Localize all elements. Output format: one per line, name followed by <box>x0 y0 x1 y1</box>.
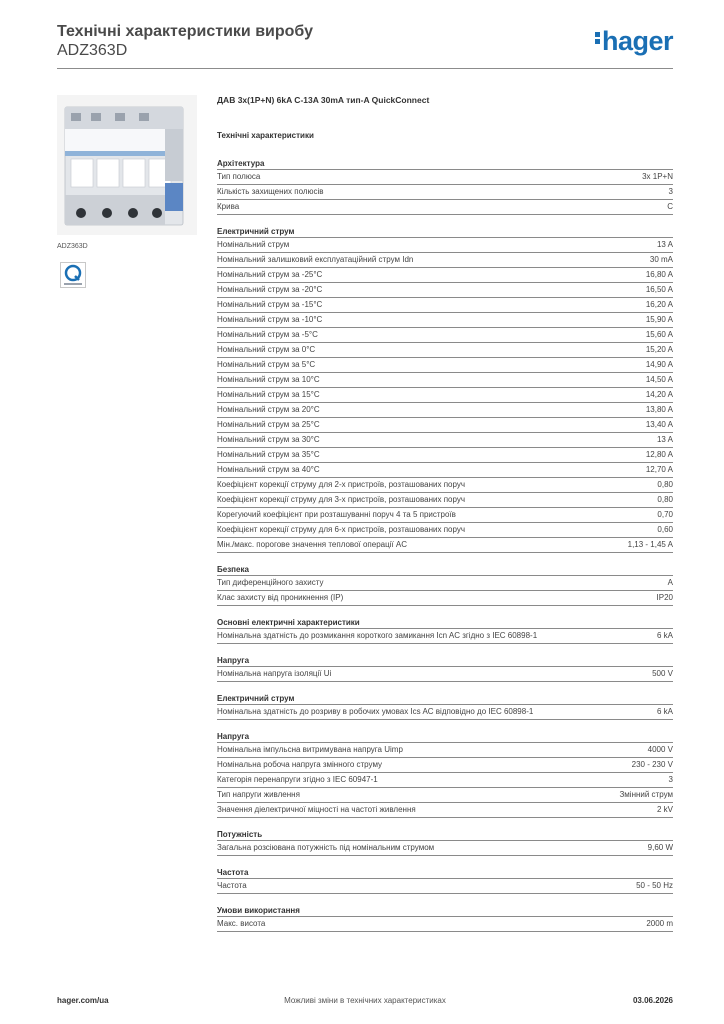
spec-value: 500 V <box>652 669 673 678</box>
spec-label: Номінальний струм за 0°C <box>217 345 316 354</box>
spec-label: Номінальний струм за 30°C <box>217 435 320 444</box>
product-code: ADZ363D <box>57 42 128 59</box>
spec-value: 16,80 A <box>645 270 673 279</box>
spec-label: Номінальна імпульсна витримувана напруга Uimp <box>217 745 403 754</box>
spec-value: 0,80 <box>657 480 673 489</box>
spec-label: Коефіцієнт корекції струму для 3-х пристроїв, розташованих поруч <box>217 495 466 504</box>
spec-label: Клас захисту від проникнення (IP) <box>217 593 344 602</box>
spec-label: Категорія перенапруги згідно з IEC 60947-1 <box>217 775 378 784</box>
header-divider <box>57 68 673 69</box>
spec-row <box>217 313 673 328</box>
spec-row <box>217 743 673 758</box>
spec-label: Номінальна здатність до розриву в робочих умовах Ics AC відповідно до IEC 60898-1 <box>217 707 534 716</box>
product-name: ДАВ 3х(1P+N) 6kA C-13A 30mA тип-A QuickConnect <box>217 95 430 105</box>
quickconnect-badge-icon <box>60 262 86 288</box>
spec-row <box>217 403 673 418</box>
spec-value: 50 - 50 Hz <box>636 881 673 890</box>
spec-value: IP20 <box>656 593 673 602</box>
spec-row <box>217 448 673 463</box>
spec-heading: Технічні характеристики <box>217 131 314 140</box>
spec-row <box>217 493 673 508</box>
spec-row <box>217 463 673 478</box>
spec-row <box>217 418 673 433</box>
document-title: Технічні характеристики виробу <box>57 23 313 40</box>
spec-value: 13,80 A <box>645 405 673 414</box>
spec-value: 230 - 230 V <box>631 760 673 769</box>
spec-label: Номінальний струм за 40°C <box>217 465 320 474</box>
spec-value: 16,20 A <box>645 300 673 309</box>
spec-label: Номінальна здатність до розмикання короткого замикання Icn AC згідно з IEC 60898-1 <box>217 631 538 640</box>
spec-row <box>217 328 673 343</box>
spec-row <box>217 591 673 606</box>
spec-label: Макс. висота <box>217 919 266 928</box>
spec-row <box>217 298 673 313</box>
spec-row <box>217 358 673 373</box>
spec-value: 0,70 <box>657 510 673 519</box>
section-title: Частота <box>217 867 673 879</box>
spec-label: Крива <box>217 202 240 211</box>
section-title: Основні електричні характеристики <box>217 617 673 629</box>
spec-row <box>217 478 673 493</box>
section-title: Архітектура <box>217 158 673 170</box>
spec-value: 0,80 <box>657 495 673 504</box>
spec-row <box>217 508 673 523</box>
section-title: Безпека <box>217 564 673 576</box>
spec-row <box>217 238 673 253</box>
spec-row <box>217 170 673 185</box>
spec-value: 30 mA <box>649 255 673 264</box>
spec-row <box>217 185 673 200</box>
spec-value: 2 kV <box>656 805 673 814</box>
spec-value: 12,70 A <box>645 465 673 474</box>
spec-value: 6 kA <box>656 631 673 640</box>
spec-label: Кількість захищених полюсів <box>217 187 324 196</box>
spec-section <box>217 564 673 606</box>
spec-value: 1,13 - 1,45 A <box>627 540 673 549</box>
spec-label: Тип диференційного захисту <box>217 578 324 587</box>
spec-row <box>217 788 673 803</box>
spec-value: 3x 1P+N <box>642 172 673 181</box>
spec-row <box>217 538 673 553</box>
spec-value: 16,50 A <box>645 285 673 294</box>
spec-label: Тип полюса <box>217 172 261 181</box>
spec-value: 3 <box>668 187 673 196</box>
spec-value: 13,40 A <box>645 420 673 429</box>
spec-label: Номінальний струм за 35°C <box>217 450 320 459</box>
spec-value: 15,60 A <box>645 330 673 339</box>
spec-row <box>217 803 673 818</box>
section-title: Електричний струм <box>217 226 673 238</box>
section-title: Напруга <box>217 655 673 667</box>
spec-label: Номінальний струм за -15°C <box>217 300 323 309</box>
spec-row <box>217 917 673 932</box>
spec-label: Номінальний струм за 10°C <box>217 375 320 384</box>
spec-section <box>217 655 673 682</box>
spec-row <box>217 667 673 682</box>
spec-row <box>217 200 673 215</box>
spec-value: 13 A <box>656 435 673 444</box>
spec-label: Номінальний залишковий експлуатаційний струм Idn <box>217 255 414 264</box>
spec-value: 12,80 A <box>645 450 673 459</box>
spec-section <box>217 731 673 818</box>
spec-main-column <box>217 95 673 932</box>
spec-label: Номінальна робоча напруга змінного струму <box>217 760 383 769</box>
spec-row <box>217 283 673 298</box>
footer-note: Можливі зміни в технічних характеристиках <box>284 996 446 1005</box>
spec-row <box>217 879 673 894</box>
spec-label: Номінальна напруга ізоляції Ui <box>217 669 332 678</box>
spec-row <box>217 576 673 591</box>
spec-row <box>217 253 673 268</box>
spec-value: C <box>667 202 673 211</box>
spec-label: Номінальний струм за -20°C <box>217 285 323 294</box>
section-title: Умови використання <box>217 905 673 917</box>
spec-row <box>217 433 673 448</box>
section-title: Напруга <box>217 731 673 743</box>
spec-value: 9,60 W <box>647 843 673 852</box>
spec-label: Номінальний струм за -5°C <box>217 330 318 339</box>
product-image-caption: ADZ363D <box>57 243 88 250</box>
spec-label: Значення діелектричної міцності на частоті живлення <box>217 805 416 814</box>
spec-section <box>217 867 673 894</box>
spec-label: Частота <box>217 881 247 890</box>
spec-section <box>217 829 673 856</box>
spec-row <box>217 758 673 773</box>
hager-logo: hager <box>595 26 673 57</box>
spec-value: 6 kA <box>656 707 673 716</box>
spec-row <box>217 773 673 788</box>
spec-value: 14,90 A <box>645 360 673 369</box>
footer-website: hager.com/ua <box>57 996 109 1005</box>
spec-value: A <box>667 578 673 587</box>
spec-label: Загальна розсіювана потужність під номінальним струмом <box>217 843 435 852</box>
spec-label: Тип напруги живлення <box>217 790 300 799</box>
spec-value: 2000 m <box>646 919 673 928</box>
spec-value: 3 <box>668 775 673 784</box>
spec-section <box>217 226 673 553</box>
section-title: Електричний струм <box>217 693 673 705</box>
page-header <box>57 22 673 68</box>
spec-row <box>217 343 673 358</box>
spec-row <box>217 388 673 403</box>
spec-value: 15,20 A <box>645 345 673 354</box>
page-footer <box>57 996 673 1008</box>
spec-row <box>217 523 673 538</box>
spec-label: Коефіцієнт корекції струму для 6-х пристроїв, розташованих поруч <box>217 525 466 534</box>
spec-section <box>217 905 673 932</box>
spec-row <box>217 268 673 283</box>
spec-label: Номінальний струм за -10°C <box>217 315 323 324</box>
spec-label: Коефіцієнт корекції струму для 2-х пристроїв, розташованих поруч <box>217 480 466 489</box>
spec-section <box>217 617 673 644</box>
spec-section <box>217 693 673 720</box>
spec-row <box>217 841 673 856</box>
spec-row <box>217 705 673 720</box>
spec-label: Номінальний струм за 25°C <box>217 420 320 429</box>
footer-date: 03.06.2026 <box>632 996 673 1005</box>
spec-label: Номінальний струм за 5°C <box>217 360 316 369</box>
spec-value: 14,20 A <box>645 390 673 399</box>
spec-value: 13 A <box>656 240 673 249</box>
spec-value: Змінний струм <box>619 790 673 799</box>
section-title: Потужність <box>217 829 673 841</box>
spec-sections <box>217 158 673 932</box>
spec-value: 15,90 A <box>645 315 673 324</box>
spec-label: Номінальний струм за 20°C <box>217 405 320 414</box>
spec-value: 0,60 <box>657 525 673 534</box>
spec-label: Номінальний струм <box>217 240 290 249</box>
spec-label: Номінальний струм за -25°C <box>217 270 323 279</box>
spec-row <box>217 373 673 388</box>
spec-label: Корегуючий коефіцієнт при розташуванні поруч 4 та 5 пристроїв <box>217 510 456 519</box>
product-image <box>57 95 197 235</box>
spec-row <box>217 629 673 644</box>
logo-dots-icon <box>595 30 600 46</box>
spec-section <box>217 158 673 215</box>
spec-label: Мін./макс. порогове значення теплової операції AC <box>217 540 408 549</box>
spec-label: Номінальний струм за 15°C <box>217 390 320 399</box>
spec-value: 4000 V <box>647 745 673 754</box>
spec-value: 14,50 A <box>645 375 673 384</box>
